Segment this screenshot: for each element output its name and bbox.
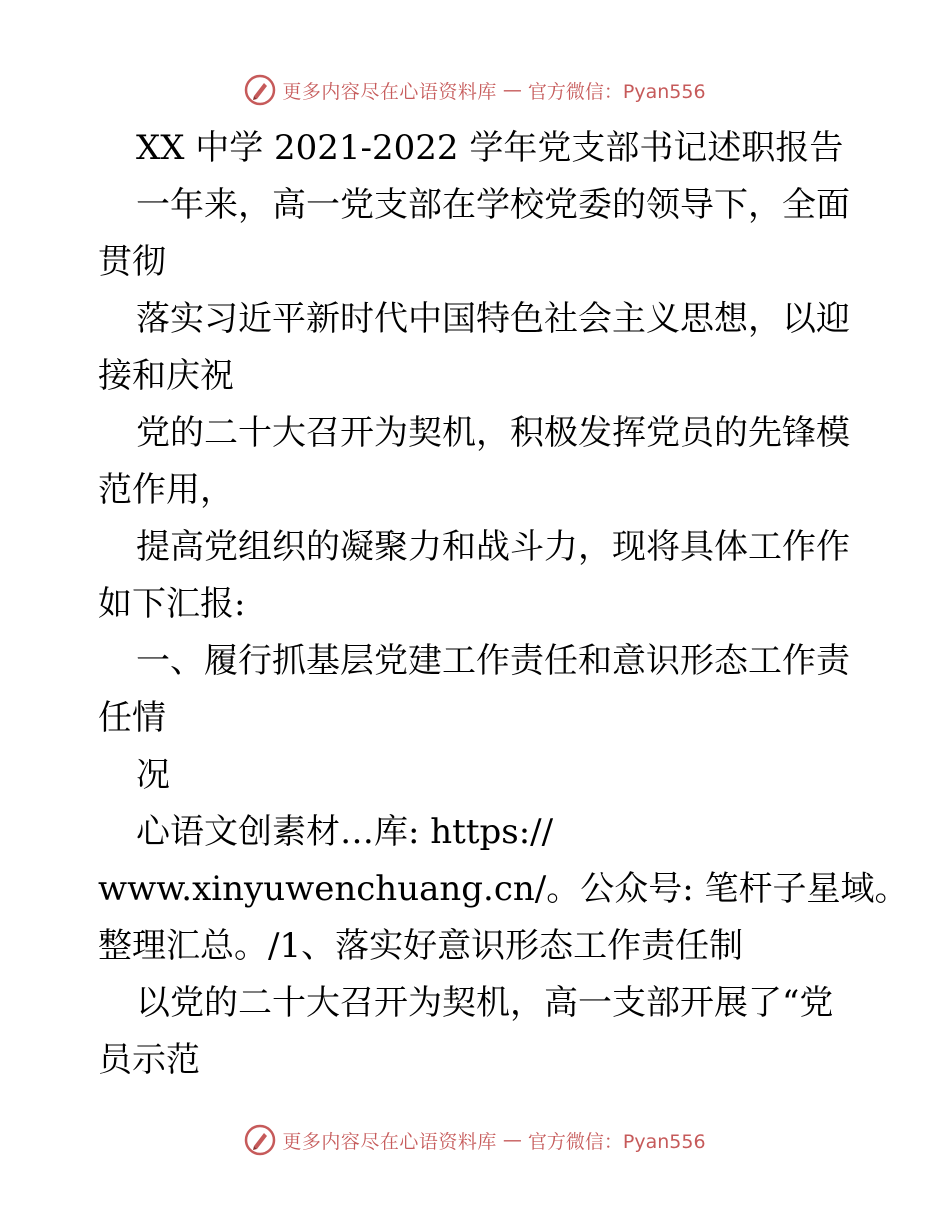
text-line: 心语文创素材…库: https://	[136, 812, 554, 852]
banner-text: 更多内容尽在心语资料库	[282, 1130, 497, 1153]
section-heading: 一、履行抓基层党建工作责任和意识形态工作责	[136, 641, 850, 681]
text-line: 任情	[98, 698, 166, 738]
banner-separator: —	[502, 79, 522, 101]
text-line: 范作用，	[98, 470, 234, 510]
pen-logo-icon	[244, 1124, 276, 1156]
document-title: XX 中学 2021-2022 学年党支部书记述职报告	[136, 128, 844, 168]
text-line: 提高党组织的凝聚力和战斗力，现将具体工作作	[136, 527, 850, 567]
url-line: www.xinyuwenchuang.cn/。公众号: 笔杆子星域。	[98, 869, 909, 909]
text-line: 如下汇报:	[98, 584, 246, 624]
text-line: 贯彻	[98, 242, 166, 282]
banner-wechat: 官方微信：Pyan556	[527, 1130, 706, 1153]
footer-banner	[0, 1120, 950, 1160]
pen-logo-icon	[244, 74, 276, 106]
text-line: 况	[136, 755, 170, 795]
text-line: 党的二十大召开为契机，积极发挥党员的先锋模	[136, 413, 850, 453]
banner-wechat: 官方微信：Pyan556	[527, 80, 706, 103]
text-line: 一年来，高一党支部在学校党委的领导下，全面	[136, 185, 850, 225]
banner-text: 更多内容尽在心语资料库	[282, 80, 497, 103]
text-line: 落实习近平新时代中国特色社会主义思想，以迎	[136, 299, 850, 339]
document-body	[98, 120, 909, 1089]
text-line: 接和庆祝	[98, 356, 234, 396]
text-line: 以党的二十大召开为契机，高一支部开展了“党	[136, 983, 834, 1023]
header-banner	[0, 70, 950, 110]
banner-separator: —	[502, 1129, 522, 1151]
text-line: 员示范	[98, 1040, 200, 1080]
text-line: 整理汇总。/1、落实好意识形态工作责任制	[98, 926, 744, 966]
